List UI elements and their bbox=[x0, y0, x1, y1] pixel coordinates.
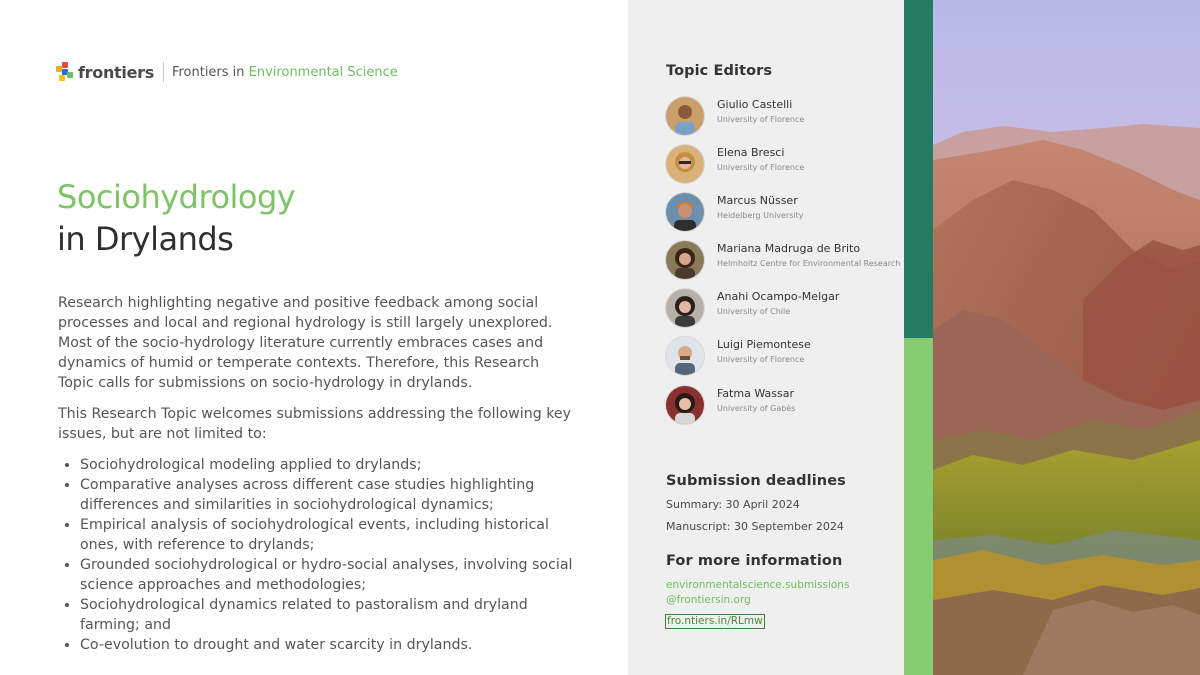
editor-name: Mariana Madruga de Brito bbox=[717, 242, 861, 255]
avatar bbox=[665, 385, 705, 425]
editor-name: Marcus Nüsser bbox=[717, 194, 798, 207]
editor-affiliation: University of Florence bbox=[717, 355, 805, 364]
manuscript-deadline: Manuscript: 30 September 2024 bbox=[666, 520, 844, 533]
editor-card bbox=[665, 192, 905, 232]
list-item: • Sociohydrological dynamics related to pastoralism and dryland farming; and bbox=[80, 595, 578, 635]
list-item: • Co-evolution to drought and water scarcity in drylands. bbox=[80, 635, 578, 655]
editor-affiliation: Heidelberg University bbox=[717, 211, 804, 220]
avatar bbox=[665, 336, 705, 376]
brand-header bbox=[56, 61, 398, 83]
editor-name: Fatma Wassar bbox=[717, 387, 794, 400]
topic-description bbox=[58, 293, 578, 655]
person-photo-icon bbox=[666, 337, 704, 375]
accent-bar-light bbox=[904, 338, 933, 675]
editor-affiliation: University of Florence bbox=[717, 163, 805, 172]
topic-editors-heading: Topic Editors bbox=[666, 63, 773, 79]
person-photo-icon bbox=[666, 241, 704, 279]
editor-name: Anahi Ocampo-Melgar bbox=[717, 290, 840, 303]
person-photo-icon bbox=[666, 289, 704, 327]
info-panel bbox=[628, 0, 904, 675]
journal-prefix: Frontiers in bbox=[171, 64, 245, 80]
avatar bbox=[665, 144, 705, 184]
avatar bbox=[665, 192, 705, 232]
accent-bar-dark bbox=[904, 0, 933, 338]
editor-card bbox=[665, 288, 905, 328]
avatar bbox=[665, 96, 705, 136]
submission-email-link[interactable] bbox=[666, 578, 849, 608]
editor-name: Giulio Castelli bbox=[717, 98, 793, 111]
editor-card bbox=[665, 240, 905, 280]
list-item: • Comparative analyses across different case studies highlighting differences and similarities in sociohydrological dynamics; bbox=[80, 475, 578, 515]
brand-divider bbox=[163, 62, 164, 82]
title-line-1: Sociohydrology bbox=[57, 178, 296, 216]
landscape-photo bbox=[933, 0, 1200, 675]
description-paragraph-1: Research highlighting negative and positive feedback among social processes and local and regional hydrology is still largely unexplored. Most of the socio-hydrology literature currently embraces cases and dynamics of humid or temperate contexts. Therefore, this Research Topic calls for submissions on socio-hydrology in drylands. bbox=[58, 295, 553, 391]
page-title bbox=[57, 176, 295, 260]
editor-affiliation: University of Chile bbox=[717, 307, 791, 316]
editor-card bbox=[665, 144, 905, 184]
list-item: • Grounded sociohydrological or hydro-social analyses, involving social science approaches and methodologies; bbox=[80, 555, 578, 595]
list-item: • Empirical analysis of sociohydrological events, including historical ones, with reference to drylands; bbox=[80, 515, 578, 555]
key-issues-list bbox=[58, 455, 578, 655]
logo-wordmark: frontiers bbox=[78, 62, 154, 82]
editor-affiliation: University of Florence bbox=[717, 115, 805, 124]
person-photo-icon bbox=[666, 97, 704, 135]
editor-affiliation: Helmholtz Centre for Environmental Research bbox=[717, 259, 901, 268]
dryland-landscape-image bbox=[933, 0, 1200, 675]
person-photo-icon bbox=[666, 193, 704, 231]
deadlines-heading: Submission deadlines bbox=[666, 473, 846, 489]
summary-deadline: Summary: 30 April 2024 bbox=[666, 498, 800, 511]
journal-field: Environmental Science bbox=[248, 64, 398, 80]
editor-card bbox=[665, 96, 905, 136]
person-photo-icon bbox=[666, 145, 704, 183]
journal-name bbox=[172, 65, 398, 80]
editor-affiliation: University of Gabès bbox=[717, 404, 796, 413]
avatar bbox=[665, 288, 705, 328]
title-line-2: in Drylands bbox=[57, 220, 234, 258]
more-info-heading: For more information bbox=[666, 553, 843, 569]
person-photo-icon bbox=[666, 386, 704, 424]
list-item: • Sociohydrological modeling applied to drylands; bbox=[80, 455, 578, 475]
topic-short-link[interactable]: fro.ntiers.in/RLmw bbox=[667, 615, 763, 627]
email-line-2: @frontiersin.org bbox=[666, 594, 751, 606]
editor-name: Elena Bresci bbox=[717, 146, 785, 159]
email-line-1: environmentalscience.submissions bbox=[666, 579, 850, 591]
avatar bbox=[665, 240, 705, 280]
frontiers-logo-icon bbox=[56, 62, 74, 82]
description-paragraph-2: This Research Topic welcomes submissions addressing the following key issues, but are not limited to: bbox=[58, 406, 572, 442]
editor-card bbox=[665, 336, 905, 376]
editor-card bbox=[665, 385, 905, 425]
editor-name: Luigi Piemontese bbox=[717, 338, 811, 351]
